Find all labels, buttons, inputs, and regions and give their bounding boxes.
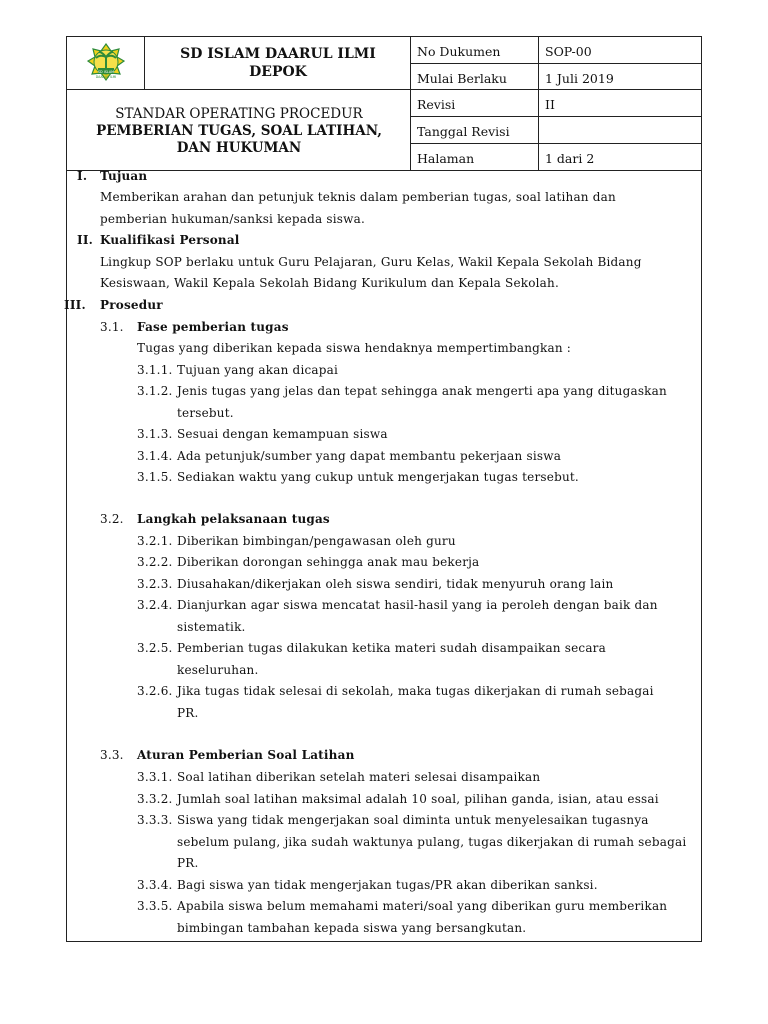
item-number: 3.1.5. [137,470,173,484]
sop-title-line2: PEMBERIAN TUGAS, SOAL LATIHAN, [96,123,382,139]
document-header [67,37,701,171]
subsection-3-2-number: 3.2. [100,512,124,526]
subsection-3-3-number: 3.3. [100,748,124,762]
subsection-3-1-title: Fase pemberian tugas [137,320,289,334]
item-text-continued: keseluruhan. [177,663,259,677]
section-2-paragraph-line1: Lingkup SOP berlaku untuk Guru Pelajaran, Guru Kelas, Wakil Kepala Sekolah Bidang [100,255,642,269]
section-1-title: Tujuan [100,169,148,183]
item-text: Diberikan dorongan sehingga anak mau bekerja [177,555,480,569]
section-1-paragraph-line2: pemberian hukuman/sanksi kepada siswa. [100,212,365,226]
item-text: Ada petunjuk/sumber yang dapat membantu pekerjaan siswa [177,449,562,463]
meta-label-cell [411,117,539,144]
item-text: Dianjurkan agar siswa mencatat hasil-hasil yang ia peroleh dengan baik dan [177,598,658,612]
item-number: 3.3.5. [137,899,173,913]
item-text-continued: sebelum pulang, jika sudah waktunya pulang, tugas dikerjakan di rumah sebagai [177,835,687,849]
meta-label-tanggal-revisi: Tanggal Revisi [417,124,510,139]
item-text: Tujuan yang akan dicapai [177,363,339,377]
subsection-3-1-number: 3.1. [100,320,124,334]
subsection-3-3-title: Aturan Pemberian Soal Latihan [137,748,355,762]
item-number: 3.1.3. [137,427,173,441]
item-number: 3.1.1. [137,363,173,377]
section-1-number: I. [77,169,88,183]
item-number: 3.2.3. [137,577,173,591]
item-text: Bagi siswa yan tidak mengerjakan tugas/PR akan diberikan sanksi. [177,878,598,892]
sop-title-line1: STANDAR OPERATING PROCEDUR [115,106,363,122]
section-2-title: Kualifikasi Personal [100,233,240,247]
item-text: Sesuai dengan kemampuan siswa [177,427,388,441]
sop-document-frame [66,36,702,942]
item-text: Apabila siswa belum memahami materi/soal yang diberikan guru memberikan [177,899,668,913]
subsection-3-2-title: Langkah pelaksanaan tugas [137,512,330,526]
meta-label-mulai-berlaku: Mulai Berlaku [417,71,507,86]
meta-value-cell [539,144,701,171]
meta-label-no-dokumen: No Dukumen [417,44,501,59]
school-name-cell [145,37,411,90]
item-text-continued: PR. [177,856,199,870]
meta-value-mulai-berlaku: 1 Juli 2019 [545,71,614,86]
item-number: 3.2.5. [137,641,173,655]
item-text: Diberikan bimbingan/pengawasan oleh guru [177,534,456,548]
meta-label-cell [411,64,539,90]
subsection-3-1-intro: Tugas yang diberikan kepada siswa hendaknya mempertimbangkan : [137,341,572,355]
item-text: Siswa yang tidak mengerjakan soal diminta untuk menyelesaikan tugasnya [177,813,649,827]
logo-text-2: DAARUL ILMI [95,75,117,79]
item-number: 3.3.1. [137,770,173,784]
item-text: Jumlah soal latihan maksimal adalah 10 soal, pilihan ganda, isian, atau essai [177,792,659,806]
meta-label-revisi: Revisi [417,97,456,112]
item-number: 3.2.4. [137,598,173,612]
meta-value-cell [539,90,701,117]
logo-cell [67,37,145,90]
item-text: Jenis tugas yang jelas dan tepat sehingga anak mengerti apa yang ditugaskan [177,384,667,398]
meta-value-no-dokumen: SOP-00 [545,44,592,59]
item-number: 3.2.6. [137,684,173,698]
meta-value-cell [539,117,701,144]
meta-label-halaman: Halaman [417,151,475,166]
section-3-title: Prosedur [100,298,163,312]
item-text: Soal latihan diberikan setelah materi selesai disampaikan [177,770,541,784]
sop-title-cell [67,90,411,171]
item-text-continued: bimbingan tambahan kepada siswa yang bersangkutan. [177,921,527,935]
meta-value-cell [539,37,701,64]
item-text-continued: sistematik. [177,620,246,634]
item-number: 3.2.1. [137,534,173,548]
item-text: Diusahakan/dikerjakan oleh siswa sendiri, tidak menyuruh orang lain [177,577,614,591]
logo-text-1: SD ISLAM [97,70,115,74]
meta-label-cell [411,37,539,64]
section-3-number: III. [64,298,86,312]
item-number: 3.1.2. [137,384,173,398]
item-number: 3.1.4. [137,449,173,463]
meta-label-cell [411,90,539,117]
meta-value-halaman: 1 dari 2 [545,151,595,166]
meta-value-revisi: II [545,97,555,112]
meta-value-cell [539,64,701,90]
school-logo [74,43,138,89]
school-name-line2: DEPOK [249,64,307,80]
item-text: Jika tugas tidak selesai di sekolah, maka tugas dikerjakan di rumah sebagai [177,684,654,698]
item-text-continued: tersebut. [177,406,234,420]
school-name-line1: SD ISLAM DAARUL ILMI [180,46,376,62]
item-number: 3.2.2. [137,555,173,569]
sop-title-line3: DAN HUKUMAN [176,140,302,156]
item-number: 3.3.2. [137,792,173,806]
item-text-continued: PR. [177,706,199,720]
item-text: Pemberian tugas dilakukan ketika materi sudah disampaikan secara [177,641,606,655]
item-number: 3.3.4. [137,878,173,892]
item-text: Sediakan waktu yang cukup untuk mengerjakan tugas tersebut. [177,470,579,484]
meta-label-cell [411,144,539,171]
section-2-paragraph-line2: Kesiswaan, Wakil Kepala Sekolah Bidang Kurikulum dan Kepala Sekolah. [100,276,559,290]
section-1-paragraph-line1: Memberikan arahan dan petunjuk teknis dalam pemberian tugas, soal latihan dan [100,190,616,204]
section-2-number: II. [77,233,94,247]
item-number: 3.3.3. [137,813,173,827]
